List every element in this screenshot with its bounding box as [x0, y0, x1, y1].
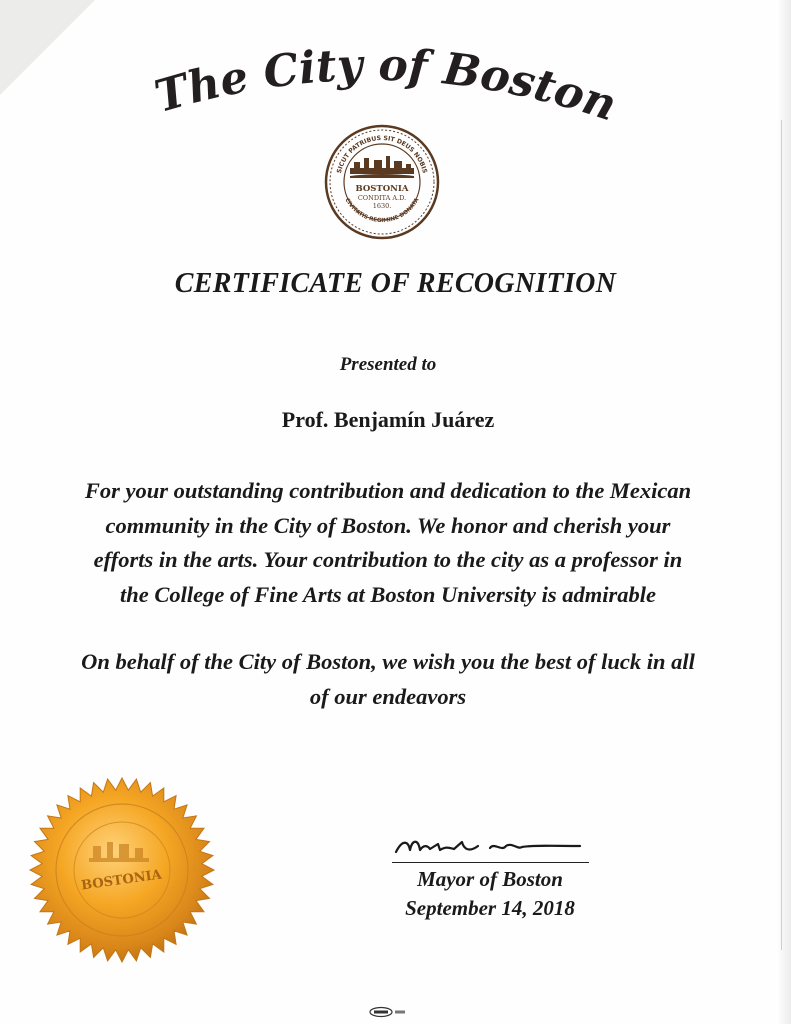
certificate-body — [80, 474, 696, 714]
gold-foil-seal — [27, 772, 217, 968]
page-edge-shadow — [777, 0, 791, 1024]
seal-lower-motto: CIVITATIS REGIMINE DONATA — [343, 197, 421, 225]
seal-year: 1630. — [372, 202, 392, 210]
certificate-date: September 14, 2018 — [405, 896, 575, 920]
certificate-heading: CERTIFICATE OF RECOGNITION — [174, 268, 617, 299]
signature-line — [392, 862, 589, 863]
seal-founded-label: CONDITA A.D. — [357, 194, 407, 202]
city-of-boston-seal — [324, 124, 440, 240]
folded-corner — [0, 0, 95, 95]
printer-mark-icon — [361, 1006, 411, 1018]
mayor-signature — [394, 832, 584, 862]
seal-motto: SICUT PATRIBUS SIT DEUS NOBIS — [335, 134, 429, 175]
page-edge-line — [781, 120, 782, 950]
body-paragraph-recognition: For your outstanding contribution and dedication to the Mexican community in the City of Boston. We honor and cherish your efforts in the arts. Your contribution to the city as a professor in the College of Fine Arts at Boston University is admirable — [84, 478, 692, 607]
body-paragraph-wishes: On behalf of the City of Boston, we wish you the best of luck in all of our endeavors — [81, 649, 695, 709]
seal-skyline-icon — [350, 156, 414, 178]
presented-to-label: Presented to — [339, 354, 437, 375]
gold-seal-name: BOSTONIA — [80, 867, 163, 894]
recipient-name: Prof. Benjamín Juárez — [281, 407, 495, 432]
seal-name: BOSTONIA — [355, 184, 409, 194]
signatory-title: Mayor of Boston — [417, 867, 563, 891]
gold-seal-starburst — [30, 778, 214, 962]
title-text: The City of Boston — [149, 39, 623, 132]
